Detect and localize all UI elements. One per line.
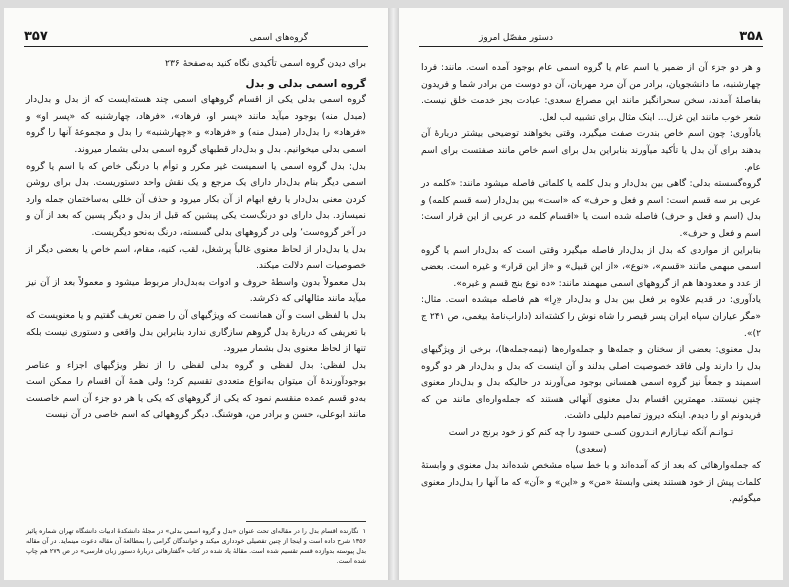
paragraph: و هر دو جزء آن از ضمیر یا اسم عام یا گروه اسمی عام بوجود آمده است. مانند: فردا چهارشنبه، ما دانشجویان، برادر من آن مرد مهربان، آن دو دوست من برادر شما و فریدون بفاصلهٔ آمدند، سخن سحرانگیز مانند این مصراع سعدی: عبادت بجز خدمت خلق نیست. شعر خوب مانند این غزل... اینک مثال برای تشبیه لب لعل. [421, 62, 761, 123]
paragraph: برای دیدن گروه اسمی تأکیدی نگاه کنید به‌صفحهٔ ۲۳۶ [165, 58, 366, 69]
poem-attribution: (سعدی) [575, 443, 607, 455]
paragraph: بدل لفظی: بدل لفظی و گروه بدلی لفظی را از نظر ویژگیهای اجزاء و عناصر بوجودآورندهٔ آن میتوان به‌انواع متعددی تقسیم کرد؛ ولی همهٔ آن اقسام را ممکن است به‌دو قسم عمده منقسم نمود که یکی از گروههای که یکی یا هر دو جزء آن اسم خاصست مانند ابوعلی، حسن و برادر من، هوشنگ. دیگر گروههائی که اسم خاصی در آن نیست [26, 359, 366, 421]
paragraph: که جمله‌وارهائی که بعد از که آمده‌اند و با خط سیاه مشخص شده‌اند بدل معنوی و وابستهٔ کلمات پیش از خود هستند یعنی وابستهٔ «من» و «این» و «آن» که ما آنها را بدل‌دار معنوی میگوئیم. [421, 460, 761, 505]
paragraph: بدل با لفظی است و آن همانست که ویژگیهای آن را ضمن تعریف گفتیم و یا معنویست که با تعریفی که دربارهٔ بدل گروهم سازگاری ندارد بنابراین بدل واقعی و دستوری نیست بلکه تنها از لحاظ معنوی بدل بشمار میرود. [26, 309, 366, 355]
paragraph: گروه اسمی بدلی یکی از اقسام گروههای اسمی چند هسته‌ایست که از بدل و بدل‌دار (مبدل منه) بوجود میآید مانند «پسر او، فرهاد»، «فرهاد، چهارشنبه که «پسر او» و «فرهاد» را بدل‌دار (مبدل منه) و «فرهاد» و «چهارشنبه» را بدل و مجموعهٔ آنها را گروه اسمی بدلی میخوانیم. بدل و بدل‌دار قطبهای گروه اسمی بدلی بشمار میروند. [26, 94, 366, 155]
footnote-text: نگارنده اقسام بدل را در مقاله‌ای تحت عنوان «بدل و گروه اسمی بدلی» در مجلهٔ دانشکدهٔ ادبیات دانشگاه تهران شماره پائیز ۱۳۵۶ شرح داده است و اینجا از چنین تفصیلی خودداری میکند و خوانندگان گرامی را بمطالعهٔ آن مقاله دعوت مینماید. در آن مقاله بدل پیوسته بدوازده قسم تقسیم شده است. مقالهٔ یاد شده در کتاب «گفتارهائی دربارهٔ دستور زبان فارسی» در ص ۲۷۹ هم چاپ شده است. [26, 527, 366, 565]
paragraph: بدل: بدل گروه اسمی یا اسمیست غیر مکرر و توأم با درنگی خاص که با اسم یا گروه اسمی دیگر بنام بدل‌دار دارای یک مرجع و یک نقش واحد دستوریست. بدل برای روشن کردن معنی بدل‌دار یا رفع ابهام از آن بکار میرود و حذف آن خللی به‌ساختمان جمله وارد نمیسازد. بدل دارای دو درنگ‌ست یکی پیشین که قبل از بدل و دیگر پسین که بعد از آن و در آخر گروه‌ست٬ ولی در گروههای بدلی گسسته، درنگ به‌نحو دیگریست. [26, 160, 366, 238]
page-number: ۳۵۸ [739, 29, 763, 44]
paragraph: بدل معمولاً بدون واسطهٔ حروف و ادوات به‌بدل‌دار مربوط میشود و معمولاً بعد از آن نیز میآید مانند مثالهائی که ذکرشد. [26, 276, 366, 305]
right-page-header [419, 24, 763, 47]
paragraph: بدل معنوی: بعضی از سخنان و جمله‌ها و جمله‌واره‌ها (نیمه‌جمله‌ها)، برخی از ویژگیهای بدل را دارند ولی فاقد خصوصیت اصلی بدلند و آن اینست که بدل و بدل‌دار هر دو گروه اسمیند و جمعاً نیز گروه اسمی همسانی بوجود می‌آورند در حالیکه بدل و بدل‌دار معنوی چنین نیستند. مهمترین اقسام بدل معنوی آنهائی هستند که جمله‌واره‌ای مانند من که فریدونم او را دیدم. اینکه دیروز تمامیم دلیلی داشت. [421, 344, 761, 422]
paragraph: یادآوری: در قدیم علاوه بر فعل بین بدل و بدل‌دار «ِرِا» هم فاصله میشده است. مثال: «مگر عیاران سپاه ایران پسر قیصر را شاه نوش را کشته‌اند (داراب‌نامهٔ بیغمی، ص ۲۴۱ ج ۲)». [421, 294, 761, 339]
running-title: دستور مفصّل امروز [479, 33, 553, 43]
poem-verse: تـوانـم آنکه نیـازارم انـدرون کسـی حسود را چه کنم کو ز خود برنج در است [448, 427, 734, 439]
paragraph: گروه‌گسسته بدلی: گاهی بین بدل‌دار و بدل کلمه یا کلماتی فاصله میشود مانند: «کلمه در عربی بر سه قسم است: اسم و فعل و حرف» که «است» بین بدل‌دار (سه قسم کلمه) و بدل (اسم و فعل و حرف) فاصله شده است یا «اقسام کلمه در عربی از این قرار است: اسم و فعل و حرف». [421, 178, 761, 239]
paragraph: بنابراین از مواردی که بدل از بدل‌دار فاصله میگیرد وقتی است که بدل‌دار اسم یا گروه اسمی مبهمی مانند «قسم»، «نوع»، «از این قبیل» و «از این قرار» و غیره است. بعضی از عدد و معدودها هم از گروههای اسمی مبهمند مانند: «ده نوع بنج قسم و غیره». [421, 244, 761, 289]
paragraph: بدل یا بدل‌دار از لحاظ معنوی غالباً پرشغل، لقب، کنیه، مقام، اسم خاص یا بعضی دیگر از خصوصیات اسم دلالت میکند. [26, 243, 366, 272]
left-page-header [24, 24, 368, 47]
footnote [26, 526, 366, 566]
left-page [4, 8, 388, 580]
footnote-area [26, 521, 366, 566]
footnote-number: ۱ [362, 527, 366, 535]
running-title: گروه‌های اسمی [249, 33, 308, 43]
right-page-body [421, 60, 761, 508]
page-number: ۳۵۷ [24, 29, 48, 44]
footnote-rule [246, 521, 366, 522]
book-gutter [388, 8, 399, 580]
section-heading: گروه اسمی بدلی و بدل [245, 77, 366, 90]
left-page-body [26, 56, 366, 424]
right-page [399, 8, 783, 580]
paragraph: یادآوری: چون اسم خاص بندرت صفت میگیرد، وقتی بخواهند توضیحی بیشتر دربارهٔ آن بدهند برای آن بدل یا تأکید میآورند بنابراین بدل برای اسم خاص مانند صفتست برای اسم عام. [421, 128, 761, 173]
